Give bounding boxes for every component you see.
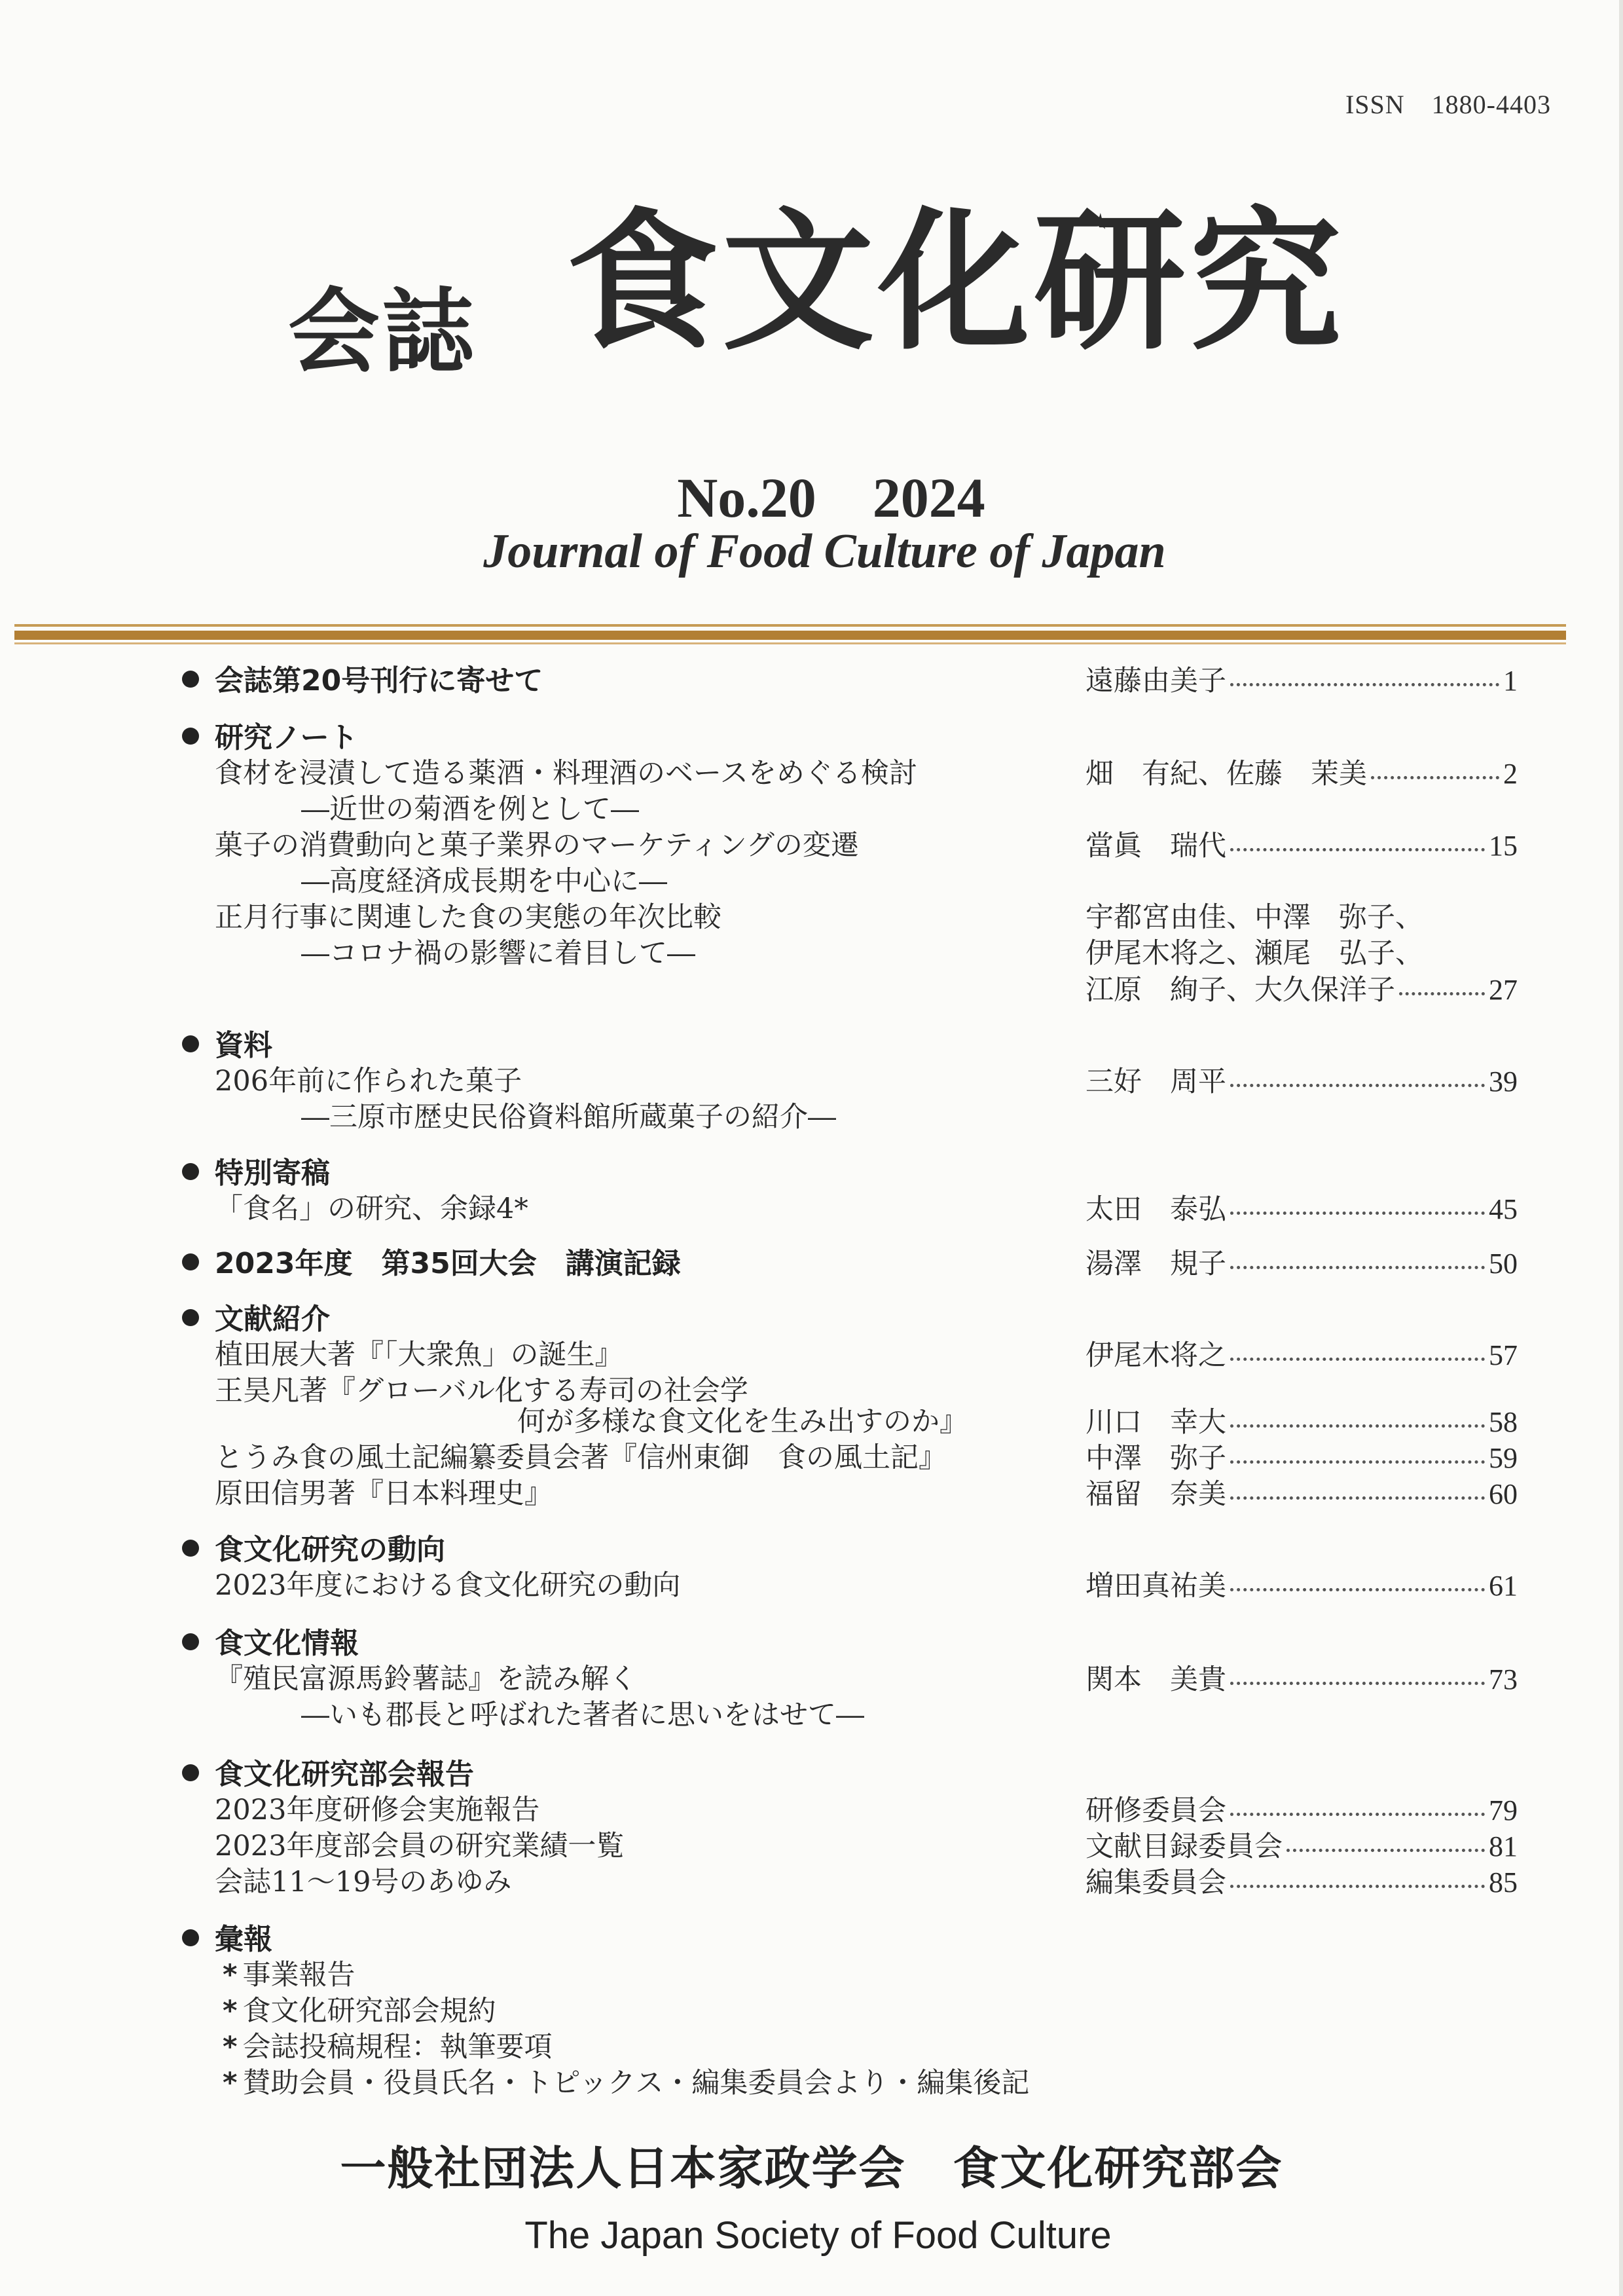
journal-title-prefix: 会誌 bbox=[288, 279, 477, 386]
toc-author-line: 川口 幸大 58 bbox=[1085, 1406, 1518, 1439]
page-edge bbox=[1619, 0, 1623, 2296]
toc-author-line: 増田真祐美 61 bbox=[1085, 1570, 1518, 1602]
bullet-icon bbox=[182, 671, 199, 688]
asterisk-icon: * bbox=[223, 1995, 238, 2028]
toc-misc-item: * 賛助会員・役員氏名・トピックス・編集委員会より・編集後記 bbox=[223, 2067, 1030, 2100]
toc-author-line: 研修委員会 79 bbox=[1085, 1794, 1518, 1827]
toc-article-title: 原田信男著『日本料理史』 bbox=[215, 1477, 553, 1510]
publisher-name: 一般社団法人日本家政学会 食文化研究部会 bbox=[340, 2141, 1283, 2195]
publisher-english-name: The Japan Society of Food Culture bbox=[524, 2214, 1112, 2257]
toc-author-line: 湯澤 規子 50 bbox=[1085, 1248, 1518, 1280]
toc-misc-item: * 食文化研究部会規約 bbox=[223, 1995, 496, 2028]
toc-section-heading: 会誌第20号刊行に寄せて bbox=[182, 667, 543, 695]
toc-article-subtitle: ―近世の菊酒を例として― bbox=[301, 793, 639, 826]
toc-article-title: 206年前に作られた菓子 bbox=[215, 1065, 522, 1098]
toc-article-title: 王昊凡著『グローバル化する寿司の社会学 bbox=[215, 1375, 748, 1407]
toc-article-subtitle: ―いも郡長と呼ばれた著者に思いをはせて― bbox=[301, 1699, 864, 1731]
toc-article-title: 会誌11～19号のあゆみ bbox=[215, 1866, 512, 1898]
toc-article-title: 『殖民富源馬鈴薯誌』を読み解く bbox=[215, 1663, 637, 1695]
toc-author-line: 當眞 瑞代 15 bbox=[1085, 830, 1518, 862]
toc-article-subtitle: ―三原市歴史民俗資料館所蔵菓子の紹介― bbox=[301, 1101, 836, 1134]
bullet-icon bbox=[182, 1929, 199, 1946]
journal-title: 食文化研究 bbox=[566, 194, 1346, 371]
toc-author-line: 江原 絢子、大久保洋子 27 bbox=[1085, 974, 1518, 1007]
toc-section-heading: 食文化研究部会報告 bbox=[182, 1760, 474, 1789]
toc-author-line: 畑 有紀、佐藤 茉美 2 bbox=[1085, 758, 1518, 790]
bullet-icon bbox=[182, 1163, 199, 1180]
toc-author-line: 遠藤由美子 1 bbox=[1085, 665, 1518, 697]
bullet-icon bbox=[182, 1253, 199, 1270]
toc-author-line: 関本 美貴 73 bbox=[1085, 1663, 1518, 1696]
toc-section-heading: 彙報 bbox=[182, 1925, 272, 1954]
toc-author-line: 伊尾木将之、瀬尾 弘子、 bbox=[1085, 937, 1423, 970]
toc-article-title: 菓子の消費動向と菓子業界のマーケティングの変遷 bbox=[215, 829, 859, 862]
asterisk-icon: * bbox=[223, 2031, 238, 2064]
toc-author-line: 太田 泰弘 45 bbox=[1085, 1193, 1518, 1226]
issue-number: No.20 2024 bbox=[677, 466, 985, 529]
toc-author-line: 編集委員会 85 bbox=[1085, 1866, 1518, 1899]
toc-article-title: とうみ食の風土記編纂委員会著『信州東御 食の風土記』 bbox=[215, 1441, 947, 1474]
toc-article-subtitle: 何が多様な食文化を生み出すのか』 bbox=[517, 1405, 968, 1438]
toc-article-title: 食材を浸漬して造る薬酒・料理酒のベースをめぐる検討 bbox=[215, 757, 917, 790]
toc-article-subtitle: ―コロナ禍の影響に着目して― bbox=[301, 937, 695, 970]
toc-section-heading: 研究ノート bbox=[182, 724, 358, 752]
toc-author-line: 三好 周平 39 bbox=[1085, 1065, 1518, 1098]
toc-article-title: 植田展大著『「大衆魚」の誕生』 bbox=[215, 1339, 623, 1371]
bullet-icon bbox=[182, 1035, 199, 1052]
bullet-icon bbox=[182, 1540, 199, 1557]
toc-author-line: 福留 奈美 60 bbox=[1085, 1478, 1518, 1511]
bullet-icon bbox=[182, 728, 199, 745]
bullet-icon bbox=[182, 1309, 199, 1326]
toc-article-title: 2023年度部会員の研究業績一覧 bbox=[215, 1830, 625, 1862]
asterisk-icon: * bbox=[223, 1959, 238, 1991]
toc-section-heading: 食文化研究の動向 bbox=[182, 1536, 445, 1565]
toc-misc-item: * 会誌投稿規程：執筆要項 bbox=[223, 2031, 553, 2064]
toc-author-line: 伊尾木将之 57 bbox=[1085, 1339, 1518, 1372]
toc-section-heading: 食文化情報 bbox=[182, 1629, 359, 1658]
toc-author-line: 文献目録委員会 81 bbox=[1085, 1830, 1518, 1863]
toc-article-title: 正月行事に関連した食の実態の年次比較 bbox=[215, 901, 721, 934]
toc-article-title: 2023年度研修会実施報告 bbox=[215, 1794, 540, 1826]
bullet-icon bbox=[182, 1764, 199, 1781]
toc-article-title: 2023年度における食文化研究の動向 bbox=[215, 1569, 681, 1602]
toc-section-heading: 特別寄稿 bbox=[182, 1159, 330, 1188]
toc-author-line: 中澤 弥子 59 bbox=[1085, 1442, 1518, 1475]
journal-english-title: Journal of Food Culture of Japan bbox=[483, 525, 1166, 578]
bullet-icon bbox=[182, 1633, 199, 1650]
toc-section-heading: 文献紹介 bbox=[182, 1305, 330, 1334]
toc-section-heading: 資料 bbox=[182, 1031, 272, 1060]
toc-misc-item: * 事業報告 bbox=[223, 1959, 356, 1991]
issn: ISSN 1880-4403 bbox=[1345, 90, 1551, 119]
toc-section-heading: 2023年度 第35回大会 講演記録 bbox=[182, 1250, 681, 1278]
toc-article-title: 「食名」の研究、余録4* bbox=[215, 1193, 528, 1225]
asterisk-icon: * bbox=[223, 2067, 238, 2100]
toc-article-subtitle: ―高度経済成長期を中心に― bbox=[301, 865, 667, 898]
toc-author-line: 宇都宮由佳、中澤 弥子、 bbox=[1085, 901, 1423, 934]
